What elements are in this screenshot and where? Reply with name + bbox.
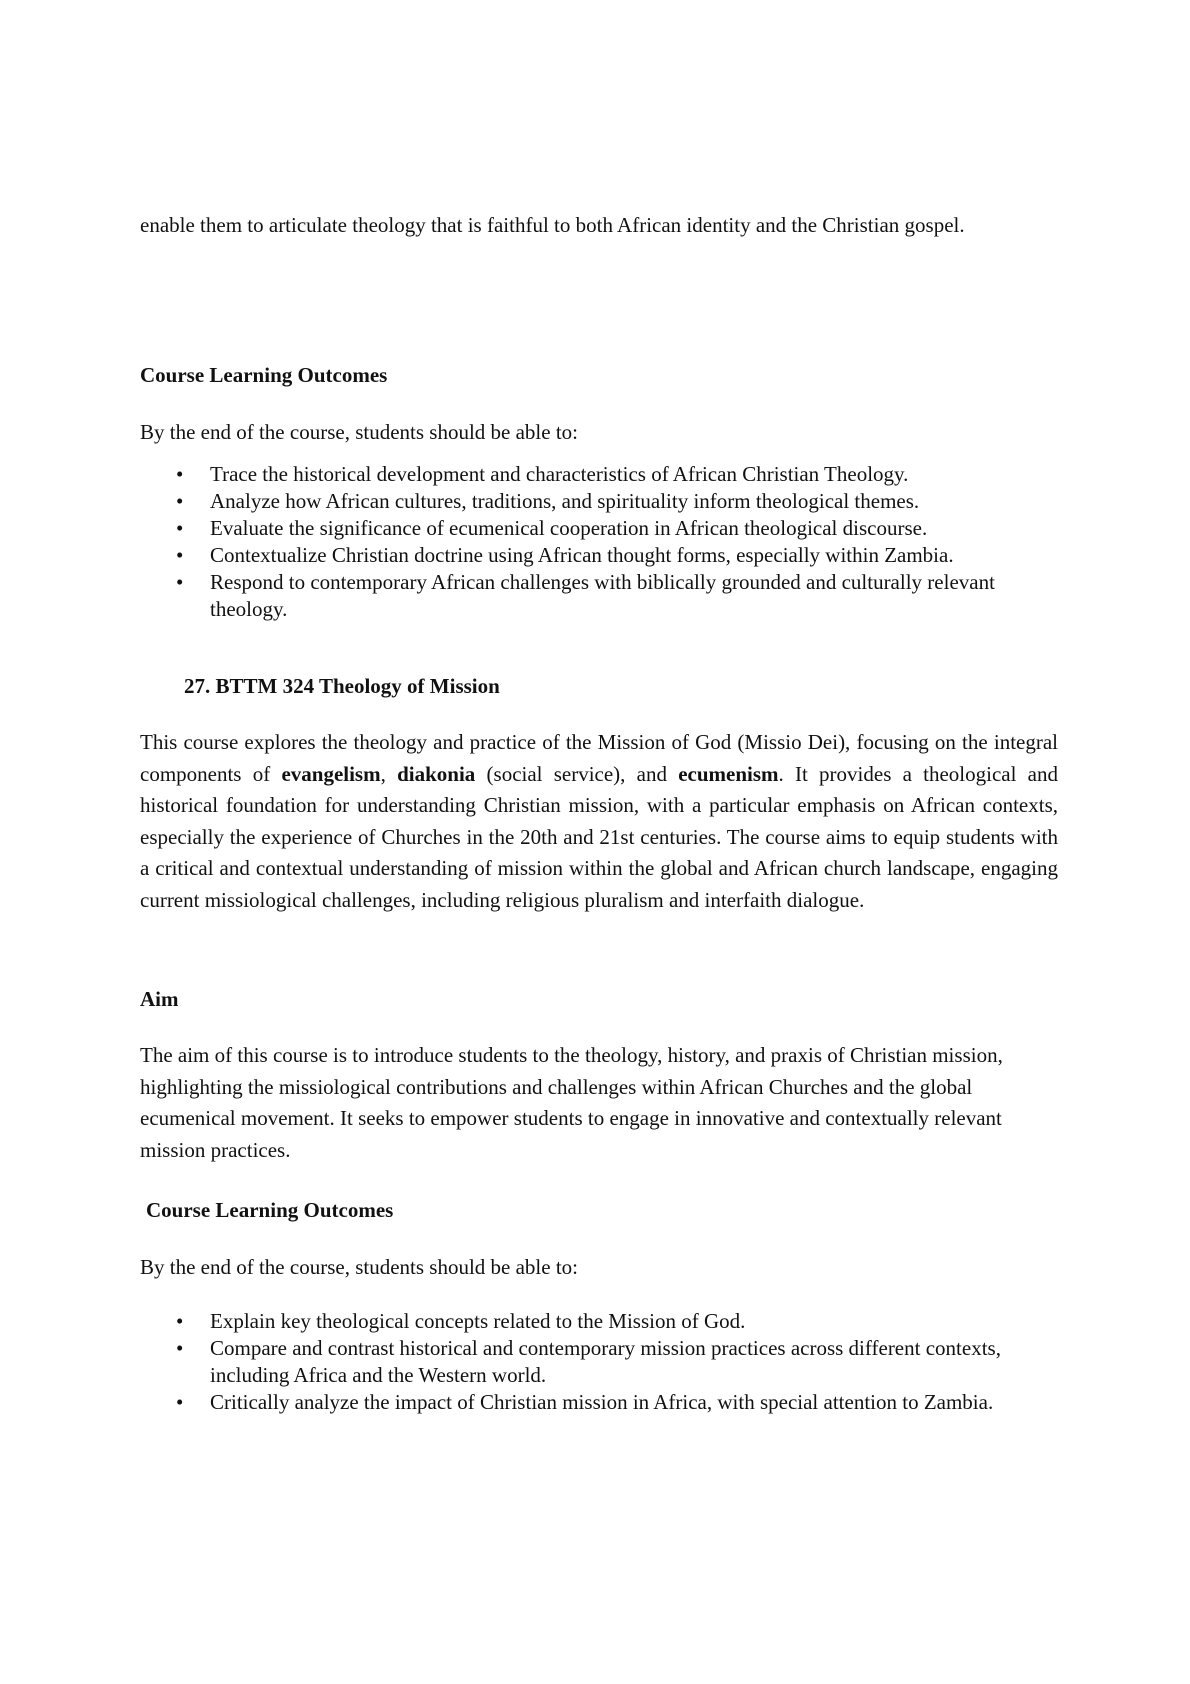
bullet-icon: • [176,570,184,594]
bullet-icon: • [176,543,184,567]
term-ecumenism: ecumenism [678,761,779,786]
bullet-icon: • [176,1390,184,1414]
course-title: 27. BTTM 324 Theology of Mission [184,674,500,698]
outcomes-intro: By the end of the course, students should be able to: [140,1255,578,1279]
list-item-text: Evaluate the significance of ecumenical cooperation in African theological discourse. [210,516,928,540]
term-evangelism: evangelism [281,761,381,786]
list-item-text: Respond to contemporary African challenges with biblically grounded and culturally relevant theology. [210,570,995,621]
list-item-text: Critically analyze the impact of Christian mission in Africa, with special attention to Zambia. [210,1390,994,1414]
description-text: . It provides a theological and historical foundation for understanding Christian mission, with a particular emphasis on African contexts, especially the experience of Churches in the 20th and 21st centuries. The course aims to equip students with a critical and contextual understanding of mission within the global and African church landscape, engaging current missiological challenges, including religious pluralism and interfaith dialogue. [140,761,1058,912]
bullet-icon: • [176,489,184,513]
bullet-icon: • [176,1309,184,1333]
list-item-text: Trace the historical development and characteristics of African Christian Theology. [210,462,909,486]
bullet-icon: • [176,462,184,486]
list-item [140,488,1058,515]
description-text: (social service), and [475,761,679,786]
list-item [140,515,1058,542]
course-description [140,727,1058,916]
list-item-text: Contextualize Christian doctrine using African thought forms, especially within Zambia. [210,543,954,567]
bullet-icon: • [176,1336,184,1360]
list-item [140,1335,1058,1389]
outcomes-list [140,461,1058,623]
section-heading-outcomes: Course Learning Outcomes [140,363,388,387]
list-item [140,461,1058,488]
outcomes-list [140,1308,1058,1416]
list-item [140,1308,1058,1335]
list-item [140,1389,1058,1416]
intro-continuation-paragraph: enable them to articulate theology that is faithful to both African identity and the Christian gospel. [140,213,965,237]
aim-heading: Aim [140,987,179,1011]
term-diakonia: diakonia [397,761,476,786]
section-heading-outcomes: Course Learning Outcomes [146,1198,394,1222]
description-text: This course explores the theology and practice of the Mission of God (Missio Dei), focusing on the integral components of [140,730,1058,786]
list-item-text: Analyze how African cultures, traditions, and spirituality inform theological themes. [210,489,920,513]
list-item [140,542,1058,569]
aim-paragraph: The aim of this course is to introduce students to the theology, history, and praxis of Christian mission, highlighting the missiological contributions and challenges within African Churches and the global ecumenical movement. It seeks to empower students to engage in innovative and contextually relevant mission practices. [140,1043,1003,1162]
description-text: , [380,761,398,786]
list-item-text: Compare and contrast historical and contemporary mission practices across different contexts, including Africa and the Western world. [210,1336,1001,1387]
bullet-icon: • [176,516,184,540]
outcomes-intro: By the end of the course, students should be able to: [140,420,578,444]
list-item [140,569,1058,623]
list-item-text: Explain key theological concepts related to the Mission of God. [210,1309,746,1333]
